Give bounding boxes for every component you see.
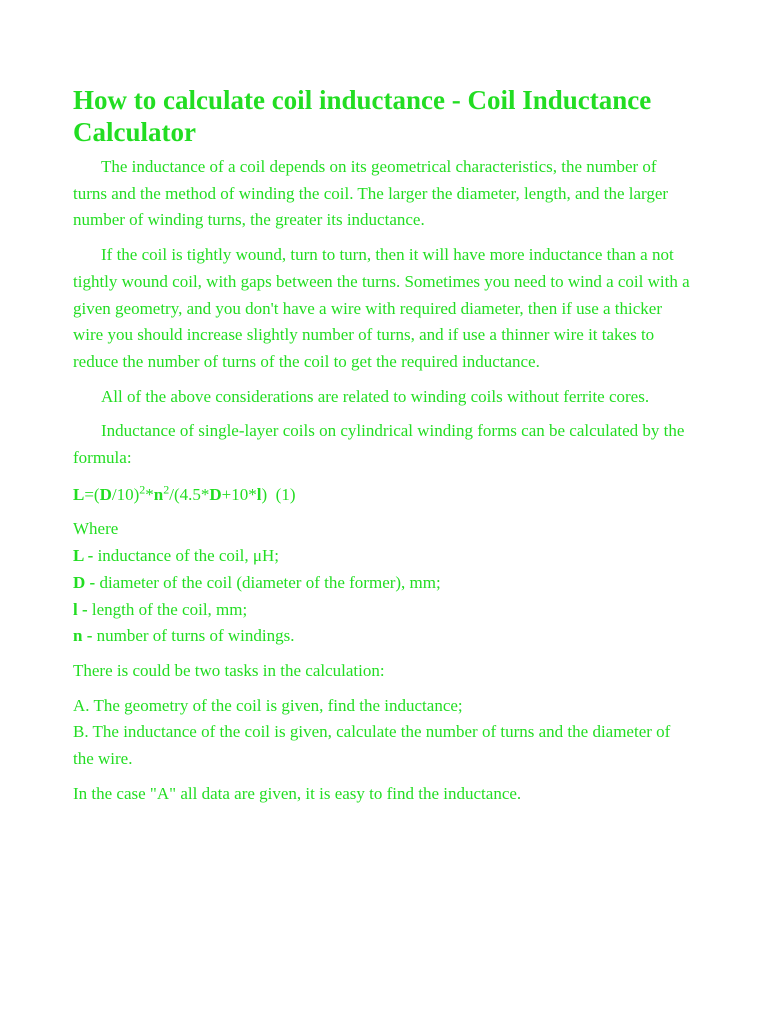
- paragraph-3: All of the above considerations are related to winding coils without ferrite cores.: [101, 386, 650, 406]
- paragraph-1: The inductance of a coil depends on its geometrical characteristics, the number of turns and the method of winding the coil. The larger the diameter, length, and the larger number of winding turns, the greater its inductance.: [73, 157, 669, 230]
- task-a: A. The geometry of the coil is given, find the inductance;: [73, 695, 463, 715]
- definitions-list: [73, 516, 693, 650]
- paragraph-2: If the coil is tightly wound, turn to turn, then it will have more inductance than a not tightly wound coil, with gaps between the turns. Sometimes you need to wind a coil with a given geometry, and you don't have a wire with required diameter, then if use a thicker wire you should increase slightly number of turns, and if use a thinner wire it takes to reduce the number of turns of the coil to get the required inductance.: [73, 245, 690, 371]
- task-b: B. The inductance of the coil is given, calculate the number of turns and the diameter of the wire.: [73, 722, 671, 769]
- formula-number: (1): [275, 484, 296, 504]
- page-title: How to calculate coil inductance - Coil Inductance Calculator: [73, 85, 652, 147]
- definition-item: L - inductance of the coil, μH;: [73, 546, 279, 566]
- definition-item: D - diameter of the coil (diameter of the former), mm;: [73, 572, 441, 592]
- inductance-formula: $L=(D/10)^2*n^2/(4.5*D+10*l)$ (1): [73, 482, 296, 504]
- where-label: Where: [73, 519, 119, 539]
- tasks-intro: There is could be two tasks in the calculation:: [73, 660, 385, 680]
- definition-item: n - number of turns of windings.: [73, 626, 295, 646]
- paragraph-4: Inductance of single-layer coils on cylindrical winding forms can be calculated by the formula:: [73, 421, 685, 468]
- document-page: [73, 84, 693, 815]
- definition-item: l - length of the coil, mm;: [73, 599, 248, 619]
- closing-paragraph: In the case "A" all data are given, it is easy to find the inductance.: [73, 783, 522, 803]
- tasks-list: [73, 693, 693, 773]
